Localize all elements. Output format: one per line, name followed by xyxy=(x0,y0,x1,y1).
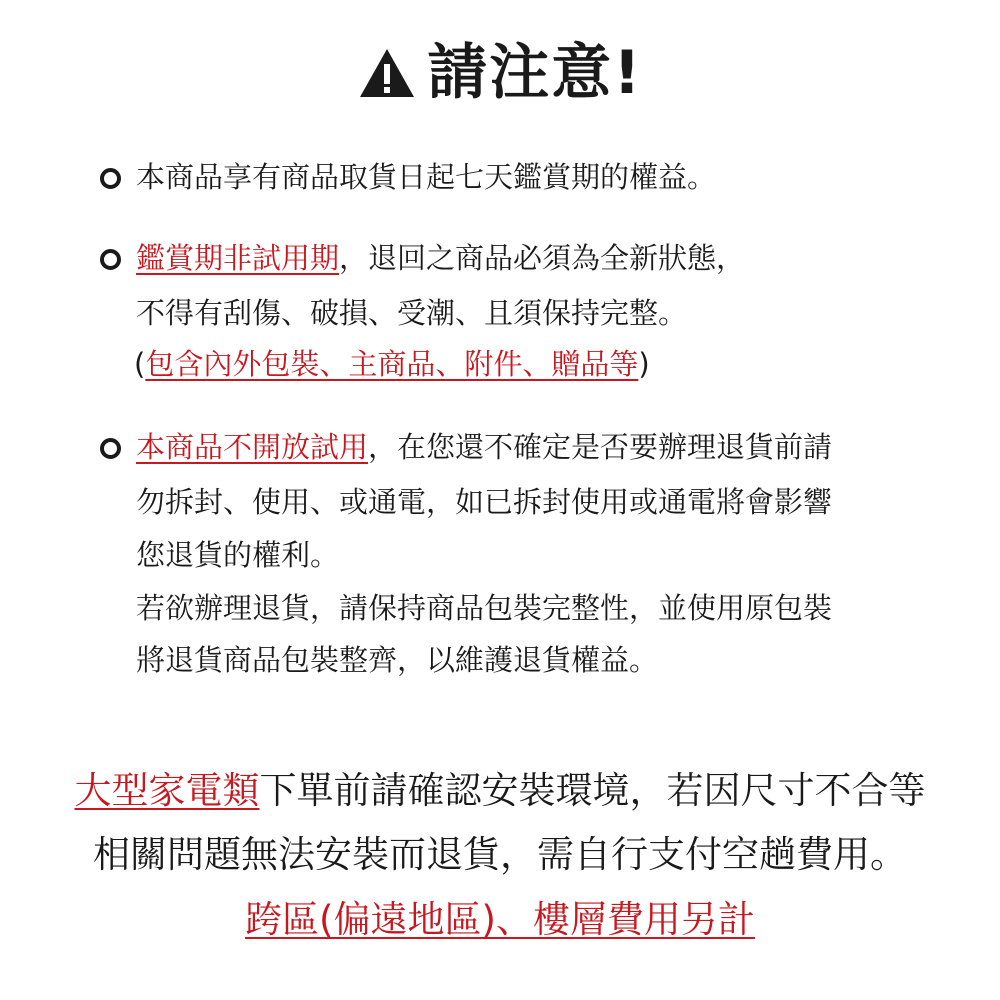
highlight-text: 包含內外包裝、主商品、附件、贈品等 xyxy=(145,347,639,381)
bullet-3-line-2: 勿拆封、使用、或通電，如已拆封使用或通電將會影響 xyxy=(136,485,833,519)
line-text: ，在您還不確定是否要辦理退貨前請 xyxy=(368,430,833,464)
bullet-1-line-1: 本商品享有商品取貨日起七天鑑賞期的權益。 xyxy=(136,160,717,194)
bullet-3-line-1 xyxy=(136,427,832,467)
footer-line-1 xyxy=(0,766,1000,816)
highlight-text: 跨區(偏遠地區)、樓層費用另計 xyxy=(245,898,755,941)
highlight-text: 本商品不開放試用 xyxy=(136,430,369,464)
highlight-text: 鑑賞期非試用期 xyxy=(136,241,340,275)
warning-triangle-icon xyxy=(357,46,417,100)
bullet-circle-icon xyxy=(100,438,121,459)
paren-open: ( xyxy=(134,347,146,381)
bullet-2-line-2: 不得有刮傷、破損、受潮、且須保持完整。 xyxy=(136,296,688,330)
bullet-circle-icon xyxy=(100,249,121,270)
title-text: 請注意! xyxy=(427,38,643,108)
notice-title xyxy=(0,38,1000,108)
line-text: 下單前請確認安裝環境，若因尺寸不合等 xyxy=(259,769,926,812)
paren-close: ) xyxy=(638,347,650,381)
footer-line-3 xyxy=(0,895,1000,945)
bullet-2-line-1 xyxy=(136,238,745,278)
bullet-3-line-5: 將退貨商品包裝整齊，以維護退貨權益。 xyxy=(136,643,659,677)
bullet-2-line-3 xyxy=(134,344,650,384)
line-text: ，退回之商品必須為全新狀態， xyxy=(339,241,746,275)
bullet-circle-icon xyxy=(100,168,121,189)
footer-line-2: 相關問題無法安裝而退貨，需自行支付空趟費用。 xyxy=(93,833,907,876)
bullet-3-line-3: 您退貨的權利。 xyxy=(136,538,340,572)
bullet-3-line-4: 若欲辦理退貨，請保持商品包裝完整性，並使用原包裝 xyxy=(136,591,833,625)
highlight-text: 大型家電類 xyxy=(74,769,260,812)
